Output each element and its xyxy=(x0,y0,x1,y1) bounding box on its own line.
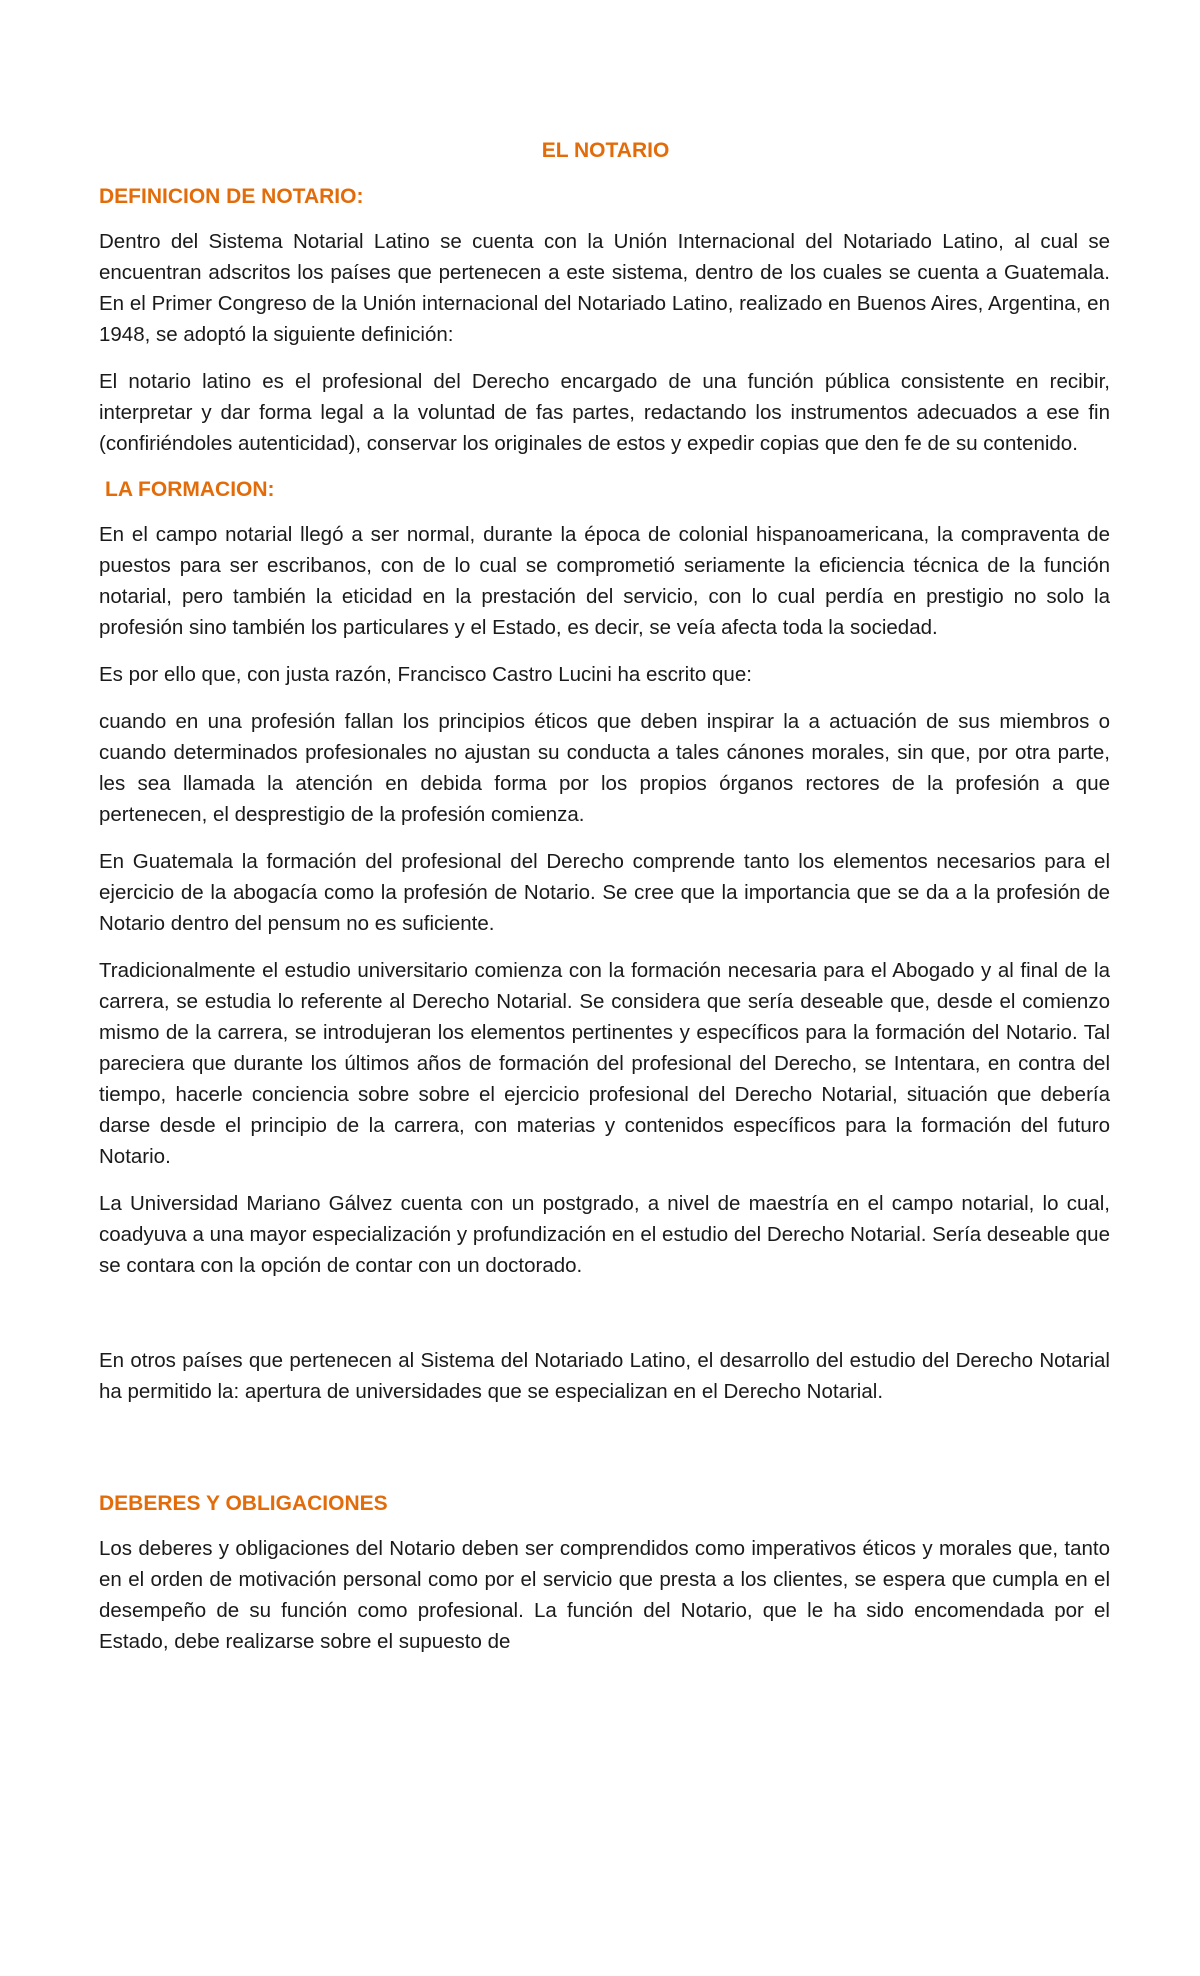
paragraph-deberes-1: Los deberes y obligaciones del Notario deben ser comprendidos como imperativos éticos y morales que, tanto en el orden de motivación personal como por el servicio que presta a los clientes, se espera que cumpla en el desempeño de su función como profesional. La función del Notario, que le ha sido encomendada por el Estado, debe realizarse sobre el supuesto de xyxy=(99,1537,1110,1653)
paragraph-formacion-7: En otros países que pertenecen al Sistema del Notariado Latino, el desarrollo del estudio del Derecho Notarial ha permitido la: apertura de universidades que se especializan en el Derecho Notarial. xyxy=(99,1349,1110,1403)
paragraph-formacion-6: La Universidad Mariano Gálvez cuenta con un postgrado, a nivel de maestría en el campo notarial, lo cual, coadyuva a una mayor especialización y profundización en el estudio del Derecho Notarial. Sería deseable que se contara con la opción de contar con un doctorado. xyxy=(99,1192,1110,1277)
blank-space xyxy=(99,1423,1110,1489)
paragraph-definicion-2: El notario latino es el profesional del Derecho encargado de una función pública consistente en recibir, interpretar y dar forma legal a la voluntad de fas partes, redactando los instrumentos adecuados a ese fin (confiriéndoles autenticidad), conservar los originales de estos y expedir copias que den fe de su contenido. xyxy=(99,370,1110,455)
paragraph-definicion-1: Dentro del Sistema Notarial Latino se cuenta con la Unión Internacional del Notariado Latino, al cual se encuentran adscritos los países que pertenecen a este sistema, dentro de los cuales se cuenta a Guatemala. En el Primer Congreso de la Unión internacional del Notariado Latino, realizado en Buenos Aires, Argentina, en 1948, se adoptó la siguiente definición: xyxy=(99,230,1110,346)
document-title: EL NOTARIO xyxy=(541,139,670,162)
blank-space xyxy=(99,1297,1110,1345)
heading-deberes: DEBERES Y OBLIGACIONES xyxy=(99,1492,388,1515)
paragraph-formacion-1: En el campo notarial llegó a ser normal, durante la época de colonial hispanoamericana, la compraventa de puestos para ser escribanos, con de lo cual se comprometió seriamente la eficiencia técnica de la función notarial, pero también la eticidad en la prestación del servicio, con lo cual perdía en prestigio no solo la profesión sino también los particulares y el Estado, es decir, se veía afecta toda la sociedad. xyxy=(99,523,1110,639)
heading-formacion: LA FORMACION: xyxy=(105,478,275,501)
paragraph-formacion-5: Tradicionalmente el estudio universitario comienza con la formación necesaria para el Abogado y al final de la carrera, se estudia lo referente al Derecho Notarial. Se considera que sería deseable que, desde el comienzo mismo de la carrera, se introdujeran los elementos pertinentes y específicos para la formación del Notario. Tal pareciera que durante los últimos años de formación del profesional del Derecho, se Intentara, en contra del tiempo, hacerle conciencia sobre sobre el ejercicio profesional del Derecho Notarial, situación que debería darse desde el principio de la carrera, con materias y contenidos específicos para la formación del futuro Notario. xyxy=(99,959,1110,1168)
heading-definicion: DEFINICION DE NOTARIO: xyxy=(99,185,364,208)
paragraph-formacion-4: En Guatemala la formación del profesional del Derecho comprende tanto los elementos necesarios para el ejercicio de la abogacía como la profesión de Notario. Se cree que la importancia que se da a la profesión de Notario dentro del pensum no es suficiente. xyxy=(99,850,1110,935)
paragraph-formacion-quote: cuando en una profesión fallan los principios éticos que deben inspirar la a actuación de sus miembros o cuando determinados profesionales no ajustan su conducta a tales cánones morales, sin que, por otra parte, les sea llamada la atención en debida forma por los propios órganos rectores de la profesión a que pertenecen, el desprestigio de la profesión comienza. xyxy=(99,710,1110,826)
paragraph-formacion-2: Es por ello que, con justa razón, Francisco Castro Lucini ha escrito que: xyxy=(99,663,752,686)
document-page xyxy=(99,136,1110,1673)
